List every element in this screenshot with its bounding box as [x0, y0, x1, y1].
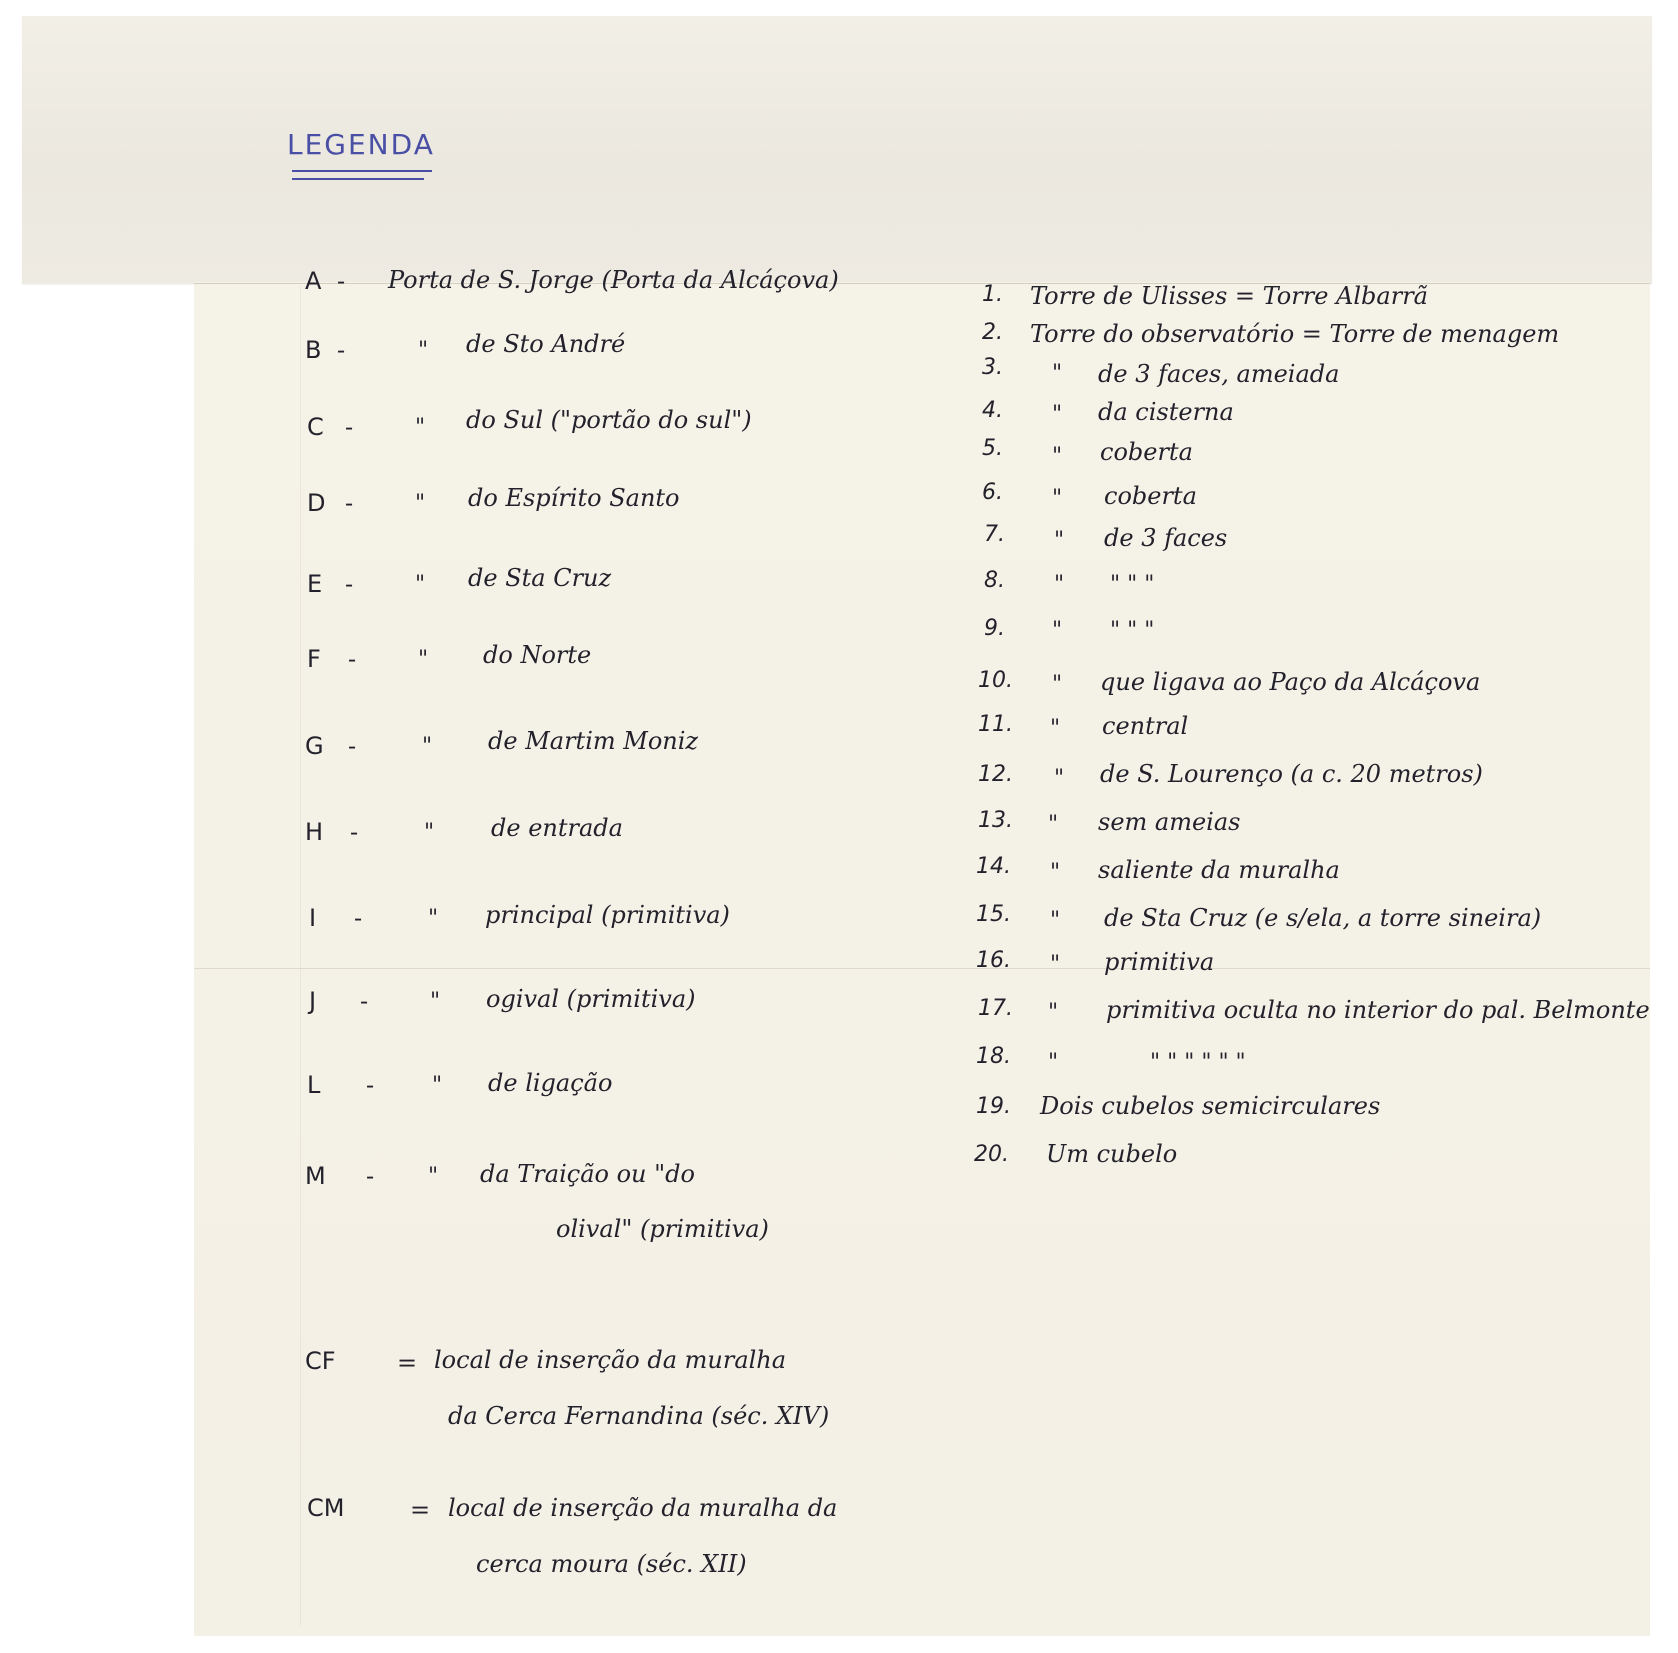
legend-title: LEGENDA [287, 128, 435, 161]
gate-key: H [305, 818, 324, 846]
tower-text: Torre de Ulisses = Torre Albarrã [1030, 282, 1428, 310]
tower-text: de Sta Cruz (e s/ela, a torre sineira) [1104, 904, 1542, 932]
ditto-mark: " [1050, 908, 1061, 933]
tower-text: Dois cubelos semicirculares [1040, 1092, 1381, 1120]
tower-text: de 3 faces, ameiada [1098, 360, 1340, 388]
note-text: local de inserção da muralha da [448, 1494, 838, 1522]
gate-key: L [307, 1071, 321, 1099]
ditto-marks: " " " [1110, 618, 1155, 643]
note-separator: = [397, 1349, 418, 1377]
ditto-mark: " [415, 415, 426, 440]
tower-text: central [1102, 712, 1189, 740]
gate-key: A [305, 267, 322, 295]
ditto-mark: " [1050, 860, 1061, 885]
tower-text: de S. Lourenço (a c. 20 metros) [1100, 760, 1483, 788]
tower-text: coberta [1100, 438, 1193, 466]
tower-number: 1. [982, 282, 1003, 307]
paper-sheet [194, 282, 1650, 1636]
note-text-continued: cerca moura (séc. XII) [476, 1550, 747, 1578]
tower-number: 18. [976, 1044, 1011, 1069]
tower-text: Torre do observatório = Torre de menagem [1030, 320, 1560, 348]
gate-separator: - [345, 570, 354, 598]
gate-key: F [307, 645, 321, 673]
ditto-mark: " [1052, 618, 1063, 643]
tower-number: 5. [982, 436, 1003, 461]
gate-text: do Sul ("portão do sul") [466, 406, 752, 434]
title-underline [292, 178, 424, 180]
title-underline [292, 170, 432, 172]
tower-number: 13. [978, 808, 1013, 833]
ditto-mark: " [1054, 572, 1065, 597]
ditto-mark: " [1052, 402, 1063, 427]
ditto-mark: " [1052, 672, 1063, 697]
note-separator: = [410, 1496, 431, 1524]
note-text-continued: da Cerca Fernandina (séc. XIV) [448, 1402, 830, 1430]
tower-number: 14. [976, 854, 1011, 879]
tower-number: 17. [978, 996, 1013, 1021]
tower-number: 15. [976, 902, 1011, 927]
fold-line-middle [194, 968, 1650, 969]
ditto-mark: " [1050, 952, 1061, 977]
gate-text: da Traição ou "do [480, 1160, 695, 1188]
ditto-mark: " [415, 491, 426, 516]
tower-number: 2. [982, 320, 1003, 345]
gate-text: de entrada [491, 814, 623, 842]
ditto-mark: " [418, 647, 429, 672]
gate-key: I [309, 904, 317, 932]
tower-text: coberta [1104, 482, 1197, 510]
gate-text: Porta de S. Jorge (Porta da Alcáçova) [388, 266, 839, 294]
ditto-mark: " [1050, 716, 1061, 741]
gate-text: ogival (primitiva) [486, 985, 696, 1013]
gate-separator: - [354, 904, 363, 932]
tower-number: 16. [976, 948, 1011, 973]
note-key: CF [305, 1347, 336, 1375]
tower-number: 7. [984, 522, 1005, 547]
tower-number: 12. [978, 762, 1013, 787]
ditto-mark: " [1054, 528, 1065, 553]
tower-number: 19. [976, 1094, 1011, 1119]
ditto-marks: " " " " " " [1150, 1050, 1246, 1075]
tower-text: da cisterna [1098, 398, 1234, 426]
ditto-mark: " [430, 989, 441, 1014]
tower-number: 11. [978, 712, 1013, 737]
gate-text: do Espírito Santo [468, 484, 680, 512]
margin-line [300, 286, 301, 1626]
tower-text: primitiva [1104, 948, 1215, 976]
gate-text: de Sta Cruz [468, 564, 612, 592]
gate-text: de Sto André [466, 330, 626, 358]
tower-text: saliente da muralha [1098, 856, 1340, 884]
ditto-mark: " [1052, 444, 1063, 469]
ditto-mark: " [1052, 486, 1063, 511]
tower-number: 20. [974, 1142, 1009, 1167]
gate-separator: - [350, 818, 359, 846]
gate-separator: - [348, 645, 357, 673]
gate-separator: - [366, 1071, 375, 1099]
gate-key: G [305, 732, 324, 760]
gate-separator: - [345, 489, 354, 517]
gate-key: C [307, 413, 324, 441]
gate-key: D [307, 489, 326, 517]
tower-text: que ligava ao Paço da Alcáçova [1100, 668, 1481, 696]
tower-number: 8. [984, 568, 1005, 593]
gate-key: M [305, 1162, 326, 1190]
tower-text: Um cubelo [1046, 1140, 1178, 1168]
ditto-mark: " [428, 906, 439, 931]
tower-number: 3. [982, 355, 1003, 380]
tower-text: de 3 faces [1104, 524, 1228, 552]
gate-separator: - [366, 1162, 375, 1190]
ditto-mark: " [418, 338, 429, 363]
paper-top-flap [22, 16, 1652, 284]
ditto-mark: " [415, 572, 426, 597]
gate-separator: - [345, 413, 354, 441]
tower-text: primitiva oculta no interior do pal. Belmonte [1106, 996, 1650, 1024]
gate-separator: - [337, 336, 346, 364]
gate-text: de Martim Moniz [488, 727, 699, 755]
gate-key: B [305, 336, 322, 364]
tower-number: 9. [984, 616, 1005, 641]
ditto-mark: " [1048, 1000, 1059, 1025]
ditto-mark: " [428, 1164, 439, 1189]
ditto-mark: " [432, 1073, 443, 1098]
gate-text: principal (primitiva) [485, 901, 730, 929]
ditto-mark: " [422, 734, 433, 759]
gate-separator: - [348, 732, 357, 760]
ditto-mark: " [424, 820, 435, 845]
gate-separator: - [360, 987, 369, 1015]
tower-number: 10. [978, 668, 1013, 693]
gate-separator: - [337, 267, 346, 295]
gate-key: J [309, 987, 317, 1015]
ditto-mark: " [1048, 1050, 1059, 1075]
note-text: local de inserção da muralha [434, 1346, 787, 1374]
tower-text: sem ameias [1098, 808, 1241, 836]
ditto-mark: " [1052, 361, 1063, 386]
gate-text: de ligação [488, 1069, 613, 1097]
gate-text-continued: olival" (primitiva) [556, 1215, 769, 1243]
note-key: CM [307, 1494, 345, 1522]
ditto-marks: " " " [1110, 572, 1155, 597]
tower-number: 4. [982, 398, 1003, 423]
ditto-mark: " [1048, 812, 1059, 837]
tower-number: 6. [982, 480, 1003, 505]
gate-text: do Norte [483, 641, 592, 669]
gate-key: E [307, 570, 323, 598]
ditto-mark: " [1054, 766, 1065, 791]
